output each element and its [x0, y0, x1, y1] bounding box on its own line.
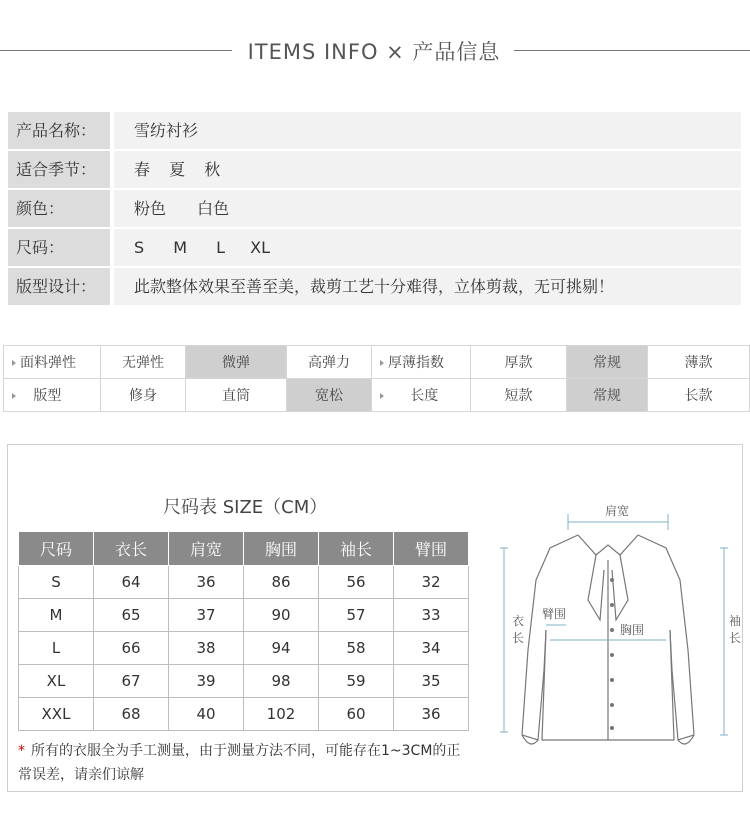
attr-option: 长款	[648, 379, 750, 412]
attribute-row	[4, 379, 750, 412]
size-cell: 94	[244, 632, 319, 665]
info-label: 尺码：	[8, 229, 110, 266]
size-cell: 86	[244, 566, 319, 599]
size-cell: 35	[394, 665, 469, 698]
section-title: ITEMS INFO × 产品信息	[247, 40, 501, 64]
size-cell: 36	[394, 698, 469, 731]
attr-label-text: 厚薄指数	[388, 355, 444, 371]
size-cell: 98	[244, 665, 319, 698]
label-sleeve-2: 长	[729, 631, 742, 645]
attr-option: 短款	[471, 379, 567, 412]
header-line-right	[514, 50, 750, 51]
info-row-color	[8, 190, 741, 227]
size-cell: 36	[169, 566, 244, 599]
info-value-item: 秋	[204, 160, 221, 179]
table-row	[19, 665, 469, 698]
triangle-icon	[12, 360, 16, 366]
shirt-buttons	[610, 578, 614, 730]
size-cell: XXL	[19, 698, 94, 731]
label-sleeve-1: 袖	[729, 614, 742, 628]
info-value-item: 此款整体效果至善至美，裁剪工艺十分难得，立体剪裁，无可挑剔！	[134, 277, 615, 296]
attr-label-text: 版型	[33, 388, 62, 404]
size-cell: L	[19, 632, 94, 665]
size-col-header: 胸围	[244, 532, 319, 566]
size-cell: 90	[244, 599, 319, 632]
info-value	[114, 112, 741, 149]
info-label: 版型设计：	[8, 268, 110, 305]
size-table-header	[19, 532, 469, 566]
info-value	[114, 229, 741, 266]
info-value-item: 白色	[197, 199, 230, 218]
attr-label	[4, 379, 101, 412]
triangle-icon	[380, 393, 384, 399]
info-value-item: 夏	[169, 160, 186, 179]
size-cell: 67	[94, 665, 169, 698]
attr-label	[372, 379, 471, 412]
measurement-note	[18, 739, 473, 787]
label-length-2: 长	[512, 631, 525, 645]
size-cell: 57	[319, 599, 394, 632]
info-row-name	[8, 112, 741, 149]
size-cell: 37	[169, 599, 244, 632]
header-line-left	[0, 50, 232, 51]
size-col-header: 衣长	[94, 532, 169, 566]
size-cell: 34	[394, 632, 469, 665]
size-cell: 59	[319, 665, 394, 698]
attr-label	[4, 346, 101, 379]
size-col-header: 尺码	[19, 532, 94, 566]
size-col-header: 袖长	[319, 532, 394, 566]
product-info-table	[8, 112, 741, 307]
info-label: 产品名称：	[8, 112, 110, 149]
info-label: 适合季节：	[8, 151, 110, 188]
info-value-item: M	[173, 238, 188, 257]
size-cell: 56	[319, 566, 394, 599]
info-value-item: 春	[134, 160, 151, 179]
size-cell: 38	[169, 632, 244, 665]
size-cell: S	[19, 566, 94, 599]
size-col-header: 臂围	[394, 532, 469, 566]
table-row	[19, 698, 469, 731]
size-cell: 64	[94, 566, 169, 599]
section-header	[0, 36, 750, 64]
size-cell: 33	[394, 599, 469, 632]
info-value	[114, 268, 741, 305]
shirt-measurement-diagram	[478, 500, 742, 790]
info-row-season	[8, 151, 741, 188]
attr-option-selected: 微弹	[186, 346, 287, 379]
attr-label	[372, 346, 471, 379]
size-cell: 58	[319, 632, 394, 665]
info-value-item: XL	[250, 238, 271, 257]
attr-option: 高弹力	[287, 346, 372, 379]
attr-option: 修身	[101, 379, 186, 412]
label-arm: 臂围	[542, 607, 567, 621]
attr-option: 无弹性	[101, 346, 186, 379]
size-cell: 65	[94, 599, 169, 632]
attribute-table	[3, 345, 750, 412]
info-value-item: 粉色	[134, 199, 167, 218]
attr-option-selected: 常规	[567, 346, 648, 379]
info-value	[114, 151, 741, 188]
info-row-design	[8, 268, 741, 305]
size-table	[18, 531, 469, 731]
table-row	[19, 566, 469, 599]
attr-option: 直筒	[186, 379, 287, 412]
size-col-header: 肩宽	[169, 532, 244, 566]
size-cell: 68	[94, 698, 169, 731]
attr-option-selected: 宽松	[287, 379, 372, 412]
label-shoulder: 肩宽	[605, 504, 630, 518]
note-text: 所有的衣服全为手工测量，由于测量方法不同，可能存在1~3CM的正常误差，请亲们谅解	[18, 743, 461, 783]
size-cell: 102	[244, 698, 319, 731]
attr-option: 厚款	[471, 346, 567, 379]
info-value-item: L	[216, 238, 226, 257]
size-chart-panel	[7, 444, 743, 792]
attr-label-text: 面料弹性	[20, 355, 76, 371]
table-row	[19, 599, 469, 632]
info-value-item: S	[134, 238, 145, 257]
note-star: *	[18, 743, 25, 759]
size-chart-title: 尺码表 SIZE（CM）	[163, 497, 328, 518]
info-value	[114, 190, 741, 227]
size-cell: 66	[94, 632, 169, 665]
attr-label-text: 长度	[410, 388, 439, 404]
info-row-size	[8, 229, 741, 266]
info-value-item: 雪纺衬衫	[134, 121, 199, 140]
label-chest: 胸围	[620, 623, 645, 637]
attr-option-selected: 常规	[567, 379, 648, 412]
size-cell: 40	[169, 698, 244, 731]
triangle-icon	[12, 393, 16, 399]
attr-option: 薄款	[648, 346, 750, 379]
attribute-row	[4, 346, 750, 379]
size-cell: 60	[319, 698, 394, 731]
triangle-icon	[380, 360, 384, 366]
label-length-1: 衣	[512, 614, 525, 628]
measurement-lines	[500, 514, 728, 735]
size-cell: 39	[169, 665, 244, 698]
size-cell: XL	[19, 665, 94, 698]
size-cell: 32	[394, 566, 469, 599]
size-cell: M	[19, 599, 94, 632]
table-row	[19, 632, 469, 665]
info-label: 颜色：	[8, 190, 110, 227]
